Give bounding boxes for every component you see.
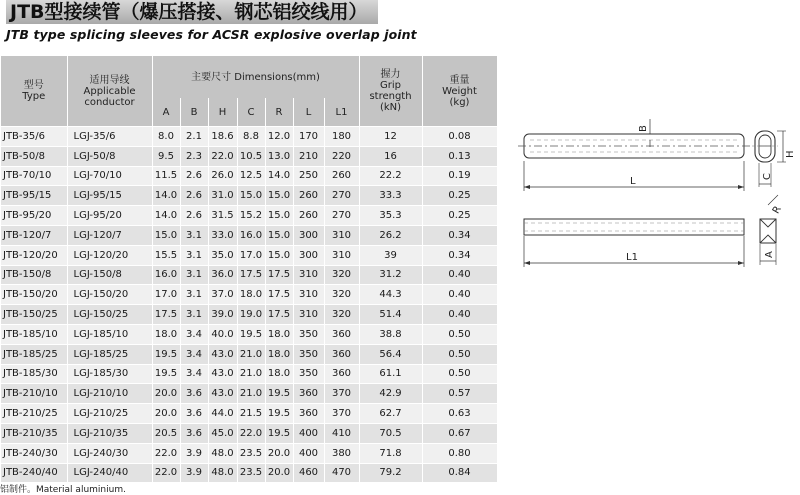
table-cell: 15.0 [265, 245, 293, 265]
table-cell: JTB-240/40 [1, 463, 67, 482]
table-cell: 44.3 [359, 285, 422, 305]
header-weight: 重量 Weight (kg) [422, 56, 497, 127]
table-cell: 180 [324, 127, 359, 147]
table-cell: JTB-210/10 [1, 384, 67, 404]
table-cell: 20.0 [152, 404, 180, 424]
table-cell: 410 [324, 423, 359, 443]
table-cell: 18.0 [265, 344, 293, 364]
table-cell: 37.0 [208, 285, 237, 305]
table-cell: 0.67 [422, 423, 497, 443]
table-cell: 2.6 [180, 206, 208, 226]
page-title-en: JTB type splicing sleeves for ACSR explosive overlap joint [6, 27, 417, 42]
table-cell: 11.5 [152, 166, 180, 186]
table-cell: 56.4 [359, 344, 422, 364]
table-cell: 43.0 [208, 344, 237, 364]
table-cell: 9.5 [152, 146, 180, 166]
table-cell: 350 [293, 364, 324, 384]
table-cell: 210 [293, 146, 324, 166]
table-cell: 19.5 [152, 344, 180, 364]
label-c: C [762, 173, 773, 180]
table-cell: 360 [324, 364, 359, 384]
table-cell: 350 [293, 344, 324, 364]
table-cell: 15.0 [152, 225, 180, 245]
table-cell: JTB-50/8 [1, 146, 67, 166]
table-cell: 2.3 [180, 146, 208, 166]
table-cell: 360 [293, 404, 324, 424]
table-cell: 470 [324, 463, 359, 482]
table-cell: 39 [359, 245, 422, 265]
header-dim-l1: L1 [324, 98, 359, 127]
table-cell: 17.5 [265, 265, 293, 285]
table-cell: 61.1 [359, 364, 422, 384]
table-cell: 19.5 [265, 404, 293, 424]
header-dim-h: H [208, 98, 237, 127]
table-cell: 380 [324, 443, 359, 463]
table-cell: 45.0 [208, 423, 237, 443]
table-cell: 14.0 [152, 206, 180, 226]
table-cell: 360 [324, 324, 359, 344]
table-cell: LGJ-185/30 [67, 364, 152, 384]
table-cell: 2.6 [180, 186, 208, 206]
table-cell: 22.0 [237, 423, 265, 443]
table-cell: 22.0 [152, 463, 180, 482]
table-cell: 350 [293, 324, 324, 344]
table-cell: 310 [293, 305, 324, 325]
label-l: L [630, 176, 636, 187]
sleeve-end-view [755, 131, 775, 162]
table-cell: 310 [293, 265, 324, 285]
header-grip: 握力 Grip strength (kN) [359, 56, 422, 127]
table-cell: 18.0 [265, 364, 293, 384]
table-cell: 48.0 [208, 443, 237, 463]
table-cell: 310 [324, 245, 359, 265]
table-cell: 15.0 [237, 186, 265, 206]
table-cell: 20.0 [265, 443, 293, 463]
table-cell: 220 [324, 146, 359, 166]
table-cell: LGJ-210/25 [67, 404, 152, 424]
table-cell: 23.5 [237, 443, 265, 463]
table-cell: 19.5 [265, 384, 293, 404]
spec-table [1, 56, 498, 482]
table-cell: 22.2 [359, 166, 422, 186]
label-b: B [638, 125, 649, 132]
table-cell: LGJ-240/30 [67, 443, 152, 463]
table-cell: 310 [324, 225, 359, 245]
table-cell: 15.0 [265, 186, 293, 206]
table-cell: 2.1 [180, 127, 208, 147]
table-cell: LGJ-35/6 [67, 127, 152, 147]
table-cell: 260 [293, 186, 324, 206]
table-cell: LGJ-150/20 [67, 285, 152, 305]
label-r: R [770, 204, 784, 216]
table-cell: JTB-95/20 [1, 206, 67, 226]
table-cell: 21.5 [237, 404, 265, 424]
table-cell: 0.50 [422, 364, 497, 384]
table-cell: 3.1 [180, 245, 208, 265]
table-cell: 17.5 [237, 265, 265, 285]
header-dim-l: L [293, 98, 324, 127]
table-cell: 79.2 [359, 463, 422, 482]
table-cell: 35.3 [359, 206, 422, 226]
page-title-cn: JTB型接续管（爆压搭接、钢芯铝绞线用） [6, 0, 378, 24]
table-cell: 14.0 [265, 166, 293, 186]
table-cell: 0.50 [422, 344, 497, 364]
table-cell: 17.5 [265, 305, 293, 325]
table-cell: LGJ-70/10 [67, 166, 152, 186]
sleeve-groove-view [760, 219, 776, 243]
table-cell: LGJ-210/35 [67, 423, 152, 443]
table-cell: 51.4 [359, 305, 422, 325]
table-row [1, 206, 497, 226]
table-cell: 19.5 [237, 324, 265, 344]
table-cell: 31.5 [208, 206, 237, 226]
table-cell: 13.0 [265, 146, 293, 166]
table-cell: JTB-150/25 [1, 305, 67, 325]
table-row [1, 305, 497, 325]
table-cell: LGJ-185/10 [67, 324, 152, 344]
table-cell: 320 [324, 285, 359, 305]
label-a: A [764, 251, 775, 258]
table-cell: LGJ-210/10 [67, 384, 152, 404]
table-cell: 44.0 [208, 404, 237, 424]
table-cell: 31.2 [359, 265, 422, 285]
table-row [1, 225, 497, 245]
table-cell: JTB-240/30 [1, 443, 67, 463]
table-cell: LGJ-95/20 [67, 206, 152, 226]
table-cell: 17.0 [152, 285, 180, 305]
table-cell: 21.0 [237, 344, 265, 364]
table-cell: 370 [324, 384, 359, 404]
table-cell: LGJ-240/40 [67, 463, 152, 482]
table-cell: 370 [324, 404, 359, 424]
table-cell: 3.4 [180, 344, 208, 364]
table-cell: 0.40 [422, 285, 497, 305]
table-cell: JTB-120/7 [1, 225, 67, 245]
header-conductor: 适用导线 Applicable conductor [67, 56, 152, 127]
table-cell: 0.25 [422, 206, 497, 226]
table-cell: 0.25 [422, 186, 497, 206]
table-cell: 3.6 [180, 384, 208, 404]
table-cell: 19.5 [152, 364, 180, 384]
header-dim-r: R [265, 98, 293, 127]
table-row [1, 463, 497, 482]
table-cell: 8.8 [237, 127, 265, 147]
table-row [1, 384, 497, 404]
table-cell: JTB-95/15 [1, 186, 67, 206]
table-row [1, 423, 497, 443]
table-cell: 16.0 [152, 265, 180, 285]
table-row [1, 324, 497, 344]
table-cell: 15.5 [152, 245, 180, 265]
table-cell: 70.5 [359, 423, 422, 443]
header-dimensions: 主要尺寸 Dimensions(mm) [152, 56, 359, 98]
table-cell: 0.80 [422, 443, 497, 463]
table-cell: 0.08 [422, 127, 497, 147]
table-cell: 3.6 [180, 423, 208, 443]
table-row [1, 186, 497, 206]
table-cell: 48.0 [208, 463, 237, 482]
table-cell: 36.0 [208, 265, 237, 285]
header-type: 型号 Type [1, 56, 67, 127]
header-dim-a: A [152, 98, 180, 127]
table-cell: 39.0 [208, 305, 237, 325]
table-cell: 33.3 [359, 186, 422, 206]
table-cell: 10.5 [237, 146, 265, 166]
table-cell: JTB-70/10 [1, 166, 67, 186]
table-cell: 23.5 [237, 463, 265, 482]
table-cell: 15.2 [237, 206, 265, 226]
table-cell: 0.40 [422, 305, 497, 325]
table-cell: 20.0 [265, 463, 293, 482]
table-cell: LGJ-185/25 [67, 344, 152, 364]
table-cell: 12.0 [265, 127, 293, 147]
table-cell: 300 [293, 225, 324, 245]
table-cell: 400 [293, 423, 324, 443]
table-cell: 460 [293, 463, 324, 482]
header-dim-b: B [180, 98, 208, 127]
table-cell: 12.5 [237, 166, 265, 186]
table-cell: 260 [293, 206, 324, 226]
table-cell: 38.8 [359, 324, 422, 344]
table-cell: JTB-150/8 [1, 265, 67, 285]
table-cell: 0.57 [422, 384, 497, 404]
table-cell: 0.40 [422, 265, 497, 285]
table-cell: JTB-185/25 [1, 344, 67, 364]
table-cell: 17.5 [152, 305, 180, 325]
table-row [1, 166, 497, 186]
table-cell: 12 [359, 127, 422, 147]
table-cell: 18.0 [237, 285, 265, 305]
table-cell: LGJ-50/8 [67, 146, 152, 166]
sleeve-diagram [510, 95, 796, 280]
table-cell: LGJ-120/7 [67, 225, 152, 245]
table-cell: 33.0 [208, 225, 237, 245]
table-cell: JTB-185/30 [1, 364, 67, 384]
table-cell: 270 [324, 186, 359, 206]
table-cell: LGJ-120/20 [67, 245, 152, 265]
table-cell: 0.63 [422, 404, 497, 424]
table-cell: 3.4 [180, 324, 208, 344]
table-row [1, 146, 497, 166]
table-cell: 3.1 [180, 285, 208, 305]
table-row [1, 443, 497, 463]
table-cell: 20.5 [152, 423, 180, 443]
table-cell: 0.34 [422, 245, 497, 265]
table-cell: LGJ-150/8 [67, 265, 152, 285]
table-cell: 3.1 [180, 265, 208, 285]
table-cell: JTB-210/25 [1, 404, 67, 424]
table-cell: 320 [324, 265, 359, 285]
table-cell: 3.4 [180, 364, 208, 384]
table-cell: 360 [324, 344, 359, 364]
table-cell: 250 [293, 166, 324, 186]
table-cell: 2.6 [180, 166, 208, 186]
table-cell: 22.0 [152, 443, 180, 463]
table-cell: 3.9 [180, 443, 208, 463]
table-cell: 40.0 [208, 324, 237, 344]
table-row [1, 127, 497, 147]
table-cell: 0.50 [422, 324, 497, 344]
table-cell: JTB-120/20 [1, 245, 67, 265]
table-cell: 0.34 [422, 225, 497, 245]
table-cell: 3.1 [180, 305, 208, 325]
table-cell: JTB-210/35 [1, 423, 67, 443]
table-cell: 260 [324, 166, 359, 186]
sleeve-side-body [524, 219, 744, 235]
table-cell: 20.0 [152, 384, 180, 404]
table-cell: 43.0 [208, 384, 237, 404]
table-cell: 18.6 [208, 127, 237, 147]
table-row [1, 245, 497, 265]
table-cell: 62.7 [359, 404, 422, 424]
table-cell: 3.9 [180, 463, 208, 482]
table-cell: 170 [293, 127, 324, 147]
table-cell: 19.0 [237, 305, 265, 325]
table-row [1, 265, 497, 285]
table-cell: 22.0 [208, 146, 237, 166]
table-cell: 19.5 [265, 423, 293, 443]
table-cell: JTB-150/20 [1, 285, 67, 305]
table-cell: 270 [324, 206, 359, 226]
table-cell: 400 [293, 443, 324, 463]
table-cell: 8.0 [152, 127, 180, 147]
table-cell: 43.0 [208, 364, 237, 384]
table-cell: 21.0 [237, 384, 265, 404]
table-cell: JTB-35/6 [1, 127, 67, 147]
table-cell: 300 [293, 245, 324, 265]
table-row [1, 344, 497, 364]
table-row [1, 364, 497, 384]
table-cell: 16 [359, 146, 422, 166]
table-cell: 26.0 [208, 166, 237, 186]
label-h: H [785, 150, 796, 158]
table-cell: 360 [293, 384, 324, 404]
table-cell: 35.0 [208, 245, 237, 265]
label-l1: L1 [626, 252, 638, 263]
table-cell: 0.13 [422, 146, 497, 166]
table-cell: 18.0 [265, 324, 293, 344]
table-cell: 71.8 [359, 443, 422, 463]
header-dim-c: C [237, 98, 265, 127]
table-cell: 21.0 [237, 364, 265, 384]
table-cell: 15.0 [265, 225, 293, 245]
table-cell: 17.5 [265, 285, 293, 305]
table-cell: 0.84 [422, 463, 497, 482]
table-cell: 3.1 [180, 225, 208, 245]
material-note: 铝制件。Material aluminium. [0, 485, 126, 495]
table-cell: 16.0 [237, 225, 265, 245]
table-cell: 15.0 [265, 206, 293, 226]
table-row [1, 404, 497, 424]
table-cell: 26.2 [359, 225, 422, 245]
table-cell: LGJ-95/15 [67, 186, 152, 206]
table-cell: 320 [324, 305, 359, 325]
table-cell: 31.0 [208, 186, 237, 206]
table-cell: 3.6 [180, 404, 208, 424]
table-cell: LGJ-150/25 [67, 305, 152, 325]
table-cell: 18.0 [152, 324, 180, 344]
table-cell: 0.19 [422, 166, 497, 186]
table-cell: JTB-185/10 [1, 324, 67, 344]
table-cell: 310 [293, 285, 324, 305]
table-cell: 17.0 [237, 245, 265, 265]
table-cell: 14.0 [152, 186, 180, 206]
table-row [1, 285, 497, 305]
table-cell: 42.9 [359, 384, 422, 404]
